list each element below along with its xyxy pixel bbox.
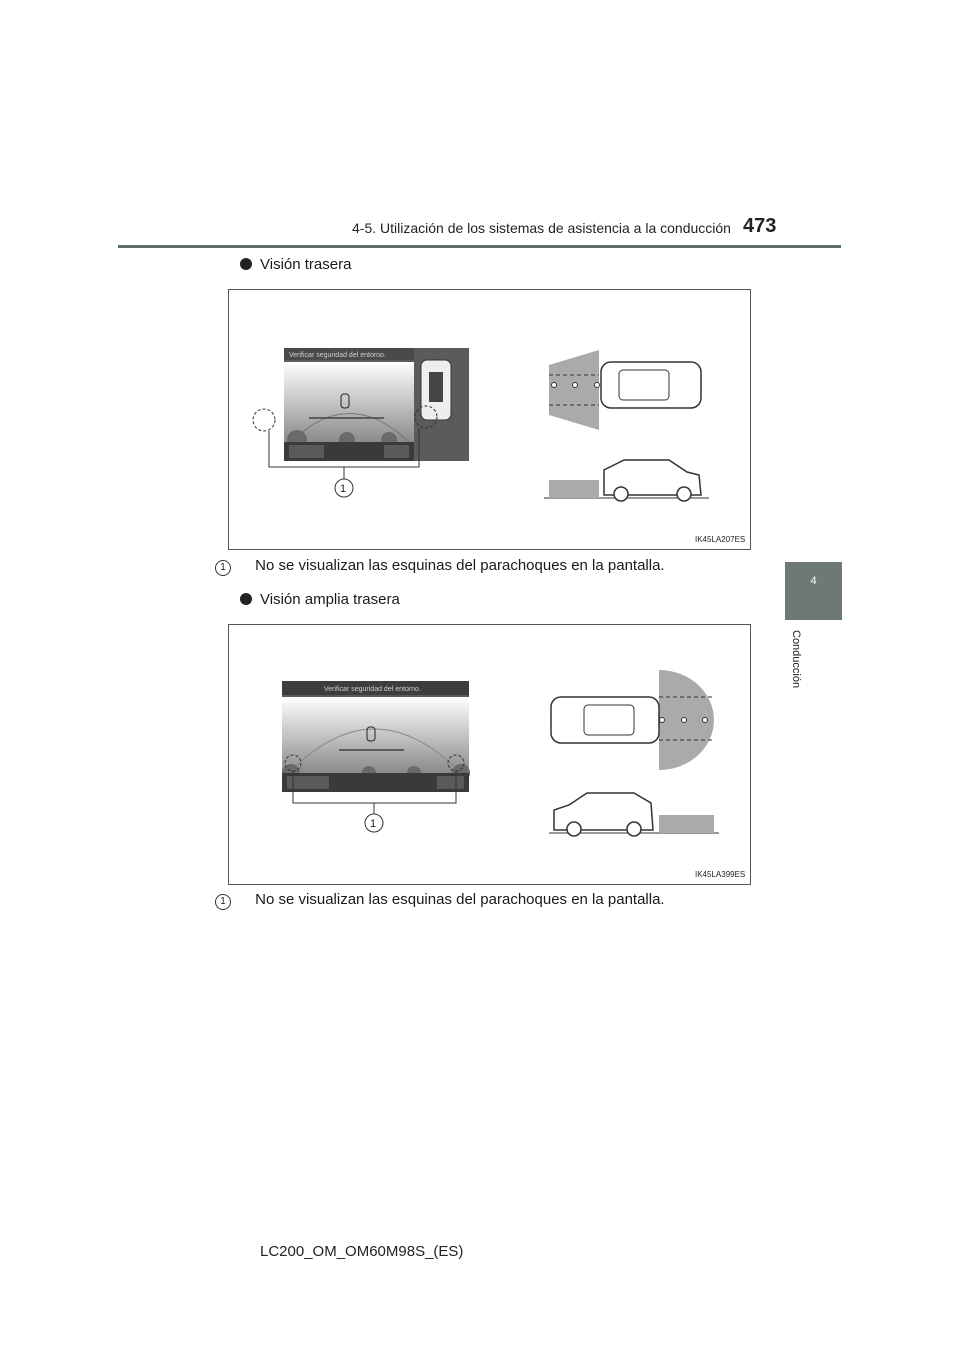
section-heading-text: Visión amplia trasera [260,591,400,608]
caption-number: 1 [215,894,231,910]
section-heading-rear-view [240,256,351,273]
callout-number: 1 [370,818,377,830]
chapter-tab-number: 4 [810,575,817,587]
figure-rear-view [228,289,751,550]
caption-wide-rear-view [215,891,665,910]
footer-doc-code: LC200_OM_OM60M98S_(ES) [260,1243,464,1260]
section-heading-wide-rear-view [240,591,400,608]
figure-wide-rear-view [228,624,751,885]
section-heading-text: Visión trasera [260,256,352,273]
caption-rear-view [215,557,665,576]
chapter-tab-label [778,630,848,700]
screen-message: Verificar seguridad del entorno. [324,686,421,693]
caption-text: No se visualizan las esquinas del parachoques en la pantalla. [255,891,665,908]
chapter-label-text: Conducción [790,630,802,689]
header-divider [118,245,841,248]
page-number: 473 [743,215,777,237]
figure-code: IK45LA207ES [695,535,746,544]
bullet-icon [240,593,252,605]
chapter-tab [785,562,842,620]
header-title: 4-5. Utilización de los sistemas de asistencia a la conducción [352,220,731,236]
bullet-icon [240,258,252,270]
figure-wide-rear-view-illustration [229,625,750,884]
figure-code: IK45LA399ES [695,870,746,879]
figure-rear-view-illustration [229,290,750,549]
callout-number: 1 [340,483,347,495]
screen-message: Verificar seguridad del entorno. [289,352,386,359]
caption-text: No se visualizan las esquinas del parachoques en la pantalla. [255,557,665,574]
caption-number: 1 [215,560,231,576]
